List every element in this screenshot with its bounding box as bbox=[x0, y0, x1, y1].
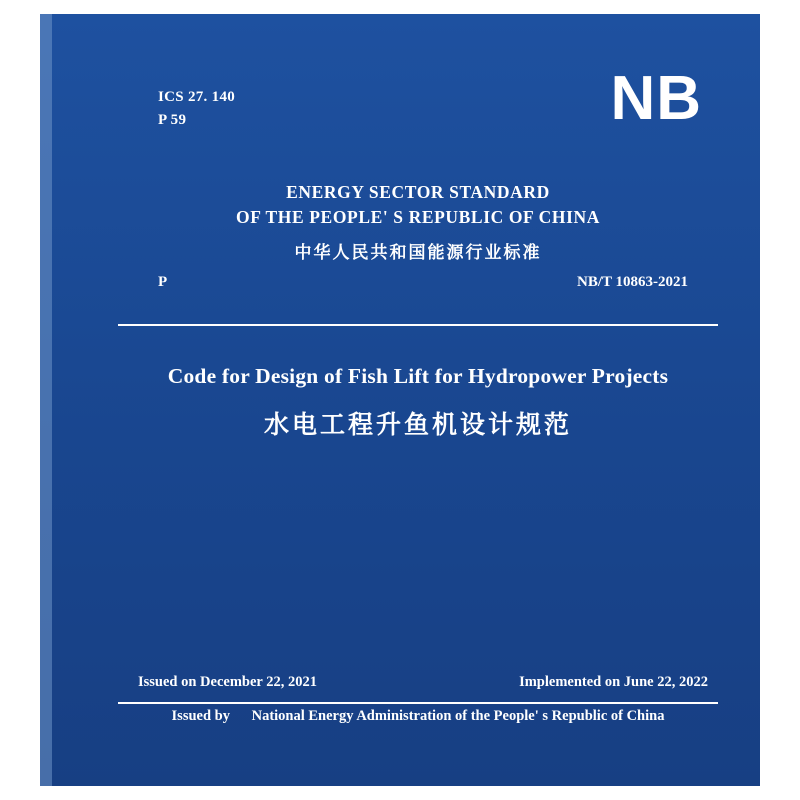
document-title-en: Code for Design of Fish Lift for Hydropower Projects bbox=[167, 364, 669, 388]
cover-left-stripe bbox=[40, 14, 52, 786]
category-letter: P bbox=[158, 274, 168, 290]
issuer-name: National Energy Administration of the People' s Republic of China bbox=[251, 708, 665, 724]
standard-title-cn: 中华人民共和国能源行业标准 bbox=[294, 242, 542, 263]
standard-title-en-line1: ENERGY SECTOR STANDARD bbox=[286, 182, 550, 202]
divider-top bbox=[118, 324, 718, 326]
cover-content bbox=[118, 14, 718, 786]
standard-cover bbox=[40, 14, 760, 786]
standard-title-en-line2: OF THE PEOPLE' S REPUBLIC OF CHINA bbox=[236, 207, 600, 228]
standard-number: NB/T 10863-2021 bbox=[577, 274, 688, 290]
divider-bottom bbox=[118, 702, 718, 704]
document-title-cn: 水电工程升鱼机设计规范 bbox=[263, 410, 572, 439]
ics-classification-block bbox=[158, 86, 235, 133]
nb-logo: NB bbox=[610, 64, 702, 133]
document-title-block bbox=[118, 364, 718, 441]
standard-code-row bbox=[158, 274, 688, 291]
issued-date: Issued on December 22, 2021 bbox=[138, 674, 317, 690]
dates-row bbox=[138, 674, 708, 691]
classification-code: P 59 bbox=[158, 112, 187, 129]
issued-by-label: Issued by bbox=[171, 708, 230, 724]
issued-by-row bbox=[118, 708, 718, 725]
implemented-date: Implemented on June 22, 2022 bbox=[519, 674, 708, 690]
ics-code: ICS 27. 140 bbox=[158, 89, 236, 105]
standard-authority-titles bbox=[118, 180, 718, 263]
